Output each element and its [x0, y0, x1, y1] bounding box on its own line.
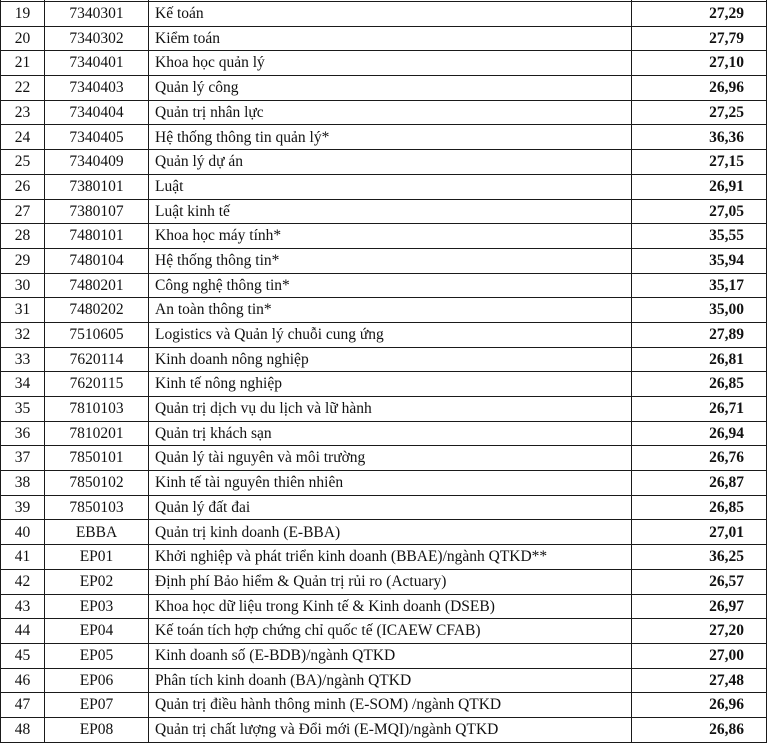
table-row — [1, 2, 767, 27]
major-code-cell: 7340401 — [45, 51, 149, 76]
major-code-cell: 7340409 — [45, 150, 149, 175]
major-code-cell: EP02 — [45, 569, 149, 594]
cutoff-score-cell: 26,86 — [632, 717, 767, 742]
major-code-cell: 7340301 — [45, 2, 149, 27]
row-number-cell: 34 — [1, 372, 45, 397]
major-name-cell: Quản lý đất đai — [149, 495, 632, 520]
major-name-cell: Khoa học dữ liệu trong Kinh tế & Kinh doanh (DSEB) — [149, 594, 632, 619]
row-number-cell: 31 — [1, 298, 45, 323]
major-code-cell: 7340302 — [45, 26, 149, 51]
cutoff-score-cell: 27,01 — [632, 520, 767, 545]
table-row — [1, 125, 767, 150]
major-name-cell: Định phí Bảo hiểm & Quản trị rủi ro (Actuary) — [149, 569, 632, 594]
row-number-cell: 40 — [1, 520, 45, 545]
table-row — [1, 594, 767, 619]
row-number-cell: 45 — [1, 643, 45, 668]
cutoff-score-cell: 27,89 — [632, 322, 767, 347]
cutoff-score-cell: 27,00 — [632, 643, 767, 668]
major-code-cell: EP04 — [45, 619, 149, 644]
table-row — [1, 224, 767, 249]
cutoff-score-cell: 26,85 — [632, 495, 767, 520]
major-code-cell: 7850103 — [45, 495, 149, 520]
row-number-cell: 46 — [1, 668, 45, 693]
major-code-cell: 7340403 — [45, 76, 149, 101]
major-code-cell: 7510605 — [45, 322, 149, 347]
row-number-cell: 39 — [1, 495, 45, 520]
cutoff-score-cell: 35,00 — [632, 298, 767, 323]
major-name-cell: Kinh doanh số (E-BDB)/ngành QTKD — [149, 643, 632, 668]
major-name-cell: Phân tích kinh doanh (BA)/ngành QTKD — [149, 668, 632, 693]
major-code-cell: 7480104 — [45, 248, 149, 273]
row-number-cell: 26 — [1, 174, 45, 199]
table-row — [1, 322, 767, 347]
major-name-cell: Khoa học máy tính* — [149, 224, 632, 249]
row-number-cell: 43 — [1, 594, 45, 619]
cutoff-score-cell: 36,36 — [632, 125, 767, 150]
major-code-cell: 7380107 — [45, 199, 149, 224]
major-name-cell: Hệ thống thông tin quản lý* — [149, 125, 632, 150]
table-row — [1, 26, 767, 51]
major-name-cell: Khởi nghiệp và phát triển kinh doanh (BBAE)/ngành QTKD** — [149, 545, 632, 570]
row-number-cell: 42 — [1, 569, 45, 594]
major-name-cell: Quản trị khách sạn — [149, 421, 632, 446]
cutoff-score-cell: 35,94 — [632, 248, 767, 273]
major-name-cell: Kiểm toán — [149, 26, 632, 51]
cutoff-score-cell: 27,25 — [632, 100, 767, 125]
major-code-cell: 7480101 — [45, 224, 149, 249]
cutoff-score-cell: 26,97 — [632, 594, 767, 619]
row-number-cell: 33 — [1, 347, 45, 372]
major-code-cell: 7810103 — [45, 397, 149, 422]
table-row — [1, 471, 767, 496]
row-number-cell: 32 — [1, 322, 45, 347]
major-name-cell: Luật — [149, 174, 632, 199]
cutoff-score-cell: 26,87 — [632, 471, 767, 496]
table-row — [1, 100, 767, 125]
row-number-cell: 29 — [1, 248, 45, 273]
major-name-cell: Kế toán — [149, 2, 632, 27]
table-row — [1, 174, 767, 199]
row-number-cell: 23 — [1, 100, 45, 125]
major-name-cell: Kinh doanh nông nghiệp — [149, 347, 632, 372]
table-row — [1, 76, 767, 101]
table-row — [1, 668, 767, 693]
major-code-cell: EBBA — [45, 520, 149, 545]
major-code-cell: 7340405 — [45, 125, 149, 150]
table-row — [1, 298, 767, 323]
major-code-cell: EP08 — [45, 717, 149, 742]
major-code-cell: 7620115 — [45, 372, 149, 397]
row-number-cell: 24 — [1, 125, 45, 150]
major-code-cell: EP03 — [45, 594, 149, 619]
row-number-cell: 21 — [1, 51, 45, 76]
table-row — [1, 421, 767, 446]
cutoff-score-cell: 26,76 — [632, 446, 767, 471]
table-row — [1, 199, 767, 224]
major-code-cell: EP01 — [45, 545, 149, 570]
row-number-cell: 22 — [1, 76, 45, 101]
row-number-cell: 28 — [1, 224, 45, 249]
major-name-cell: Quản trị dịch vụ du lịch và lữ hành — [149, 397, 632, 422]
major-code-cell: 7810201 — [45, 421, 149, 446]
cutoff-score-cell: 26,96 — [632, 693, 767, 718]
major-code-cell: 7340404 — [45, 100, 149, 125]
major-code-cell: EP05 — [45, 643, 149, 668]
major-code-cell: EP06 — [45, 668, 149, 693]
major-name-cell: Quản lý dự án — [149, 150, 632, 175]
major-code-cell: 7620114 — [45, 347, 149, 372]
major-code-cell: EP07 — [45, 693, 149, 718]
cutoff-score-cell: 26,96 — [632, 76, 767, 101]
major-name-cell: An toàn thông tin* — [149, 298, 632, 323]
table-row — [1, 545, 767, 570]
table-row — [1, 397, 767, 422]
cutoff-score-cell: 26,85 — [632, 372, 767, 397]
cutoff-score-cell: 26,91 — [632, 174, 767, 199]
table-row — [1, 150, 767, 175]
major-code-cell: 7850102 — [45, 471, 149, 496]
table-row — [1, 51, 767, 76]
row-number-cell: 27 — [1, 199, 45, 224]
major-name-cell: Hệ thống thông tin* — [149, 248, 632, 273]
table-row — [1, 372, 767, 397]
table-row — [1, 248, 767, 273]
major-name-cell: Kế toán tích hợp chứng chỉ quốc tế (ICAEW CFAB) — [149, 619, 632, 644]
major-name-cell: Kinh tế nông nghiệp — [149, 372, 632, 397]
table-row — [1, 643, 767, 668]
cutoff-score-cell: 35,17 — [632, 273, 767, 298]
row-number-cell: 44 — [1, 619, 45, 644]
major-name-cell: Quản trị chất lượng và Đổi mới (E-MQI)/ngành QTKD — [149, 717, 632, 742]
table-row — [1, 569, 767, 594]
row-number-cell: 19 — [1, 2, 45, 27]
major-name-cell: Logistics và Quản lý chuỗi cung ứng — [149, 322, 632, 347]
row-number-cell: 36 — [1, 421, 45, 446]
major-name-cell: Quản lý công — [149, 76, 632, 101]
major-name-cell: Quản trị nhân lực — [149, 100, 632, 125]
cutoff-score-cell: 35,55 — [632, 224, 767, 249]
cutoff-score-cell: 27,79 — [632, 26, 767, 51]
cutoff-score-cell: 36,25 — [632, 545, 767, 570]
row-number-cell: 48 — [1, 717, 45, 742]
major-name-cell: Công nghệ thông tin* — [149, 273, 632, 298]
cutoff-score-cell: 27,20 — [632, 619, 767, 644]
major-code-cell: 7480202 — [45, 298, 149, 323]
cutoff-score-cell: 26,71 — [632, 397, 767, 422]
table-row — [1, 495, 767, 520]
table-body — [1, 0, 767, 742]
row-number-cell: 25 — [1, 150, 45, 175]
major-code-cell: 7480201 — [45, 273, 149, 298]
cutoff-score-cell: 27,10 — [632, 51, 767, 76]
cutoff-score-cell: 26,57 — [632, 569, 767, 594]
row-number-cell: 47 — [1, 693, 45, 718]
table-row — [1, 273, 767, 298]
major-name-cell: Luật kinh tế — [149, 199, 632, 224]
major-name-cell: Kinh tế tài nguyên thiên nhiên — [149, 471, 632, 496]
major-name-cell: Quản trị điều hành thông minh (E-SOM) /ngành QTKD — [149, 693, 632, 718]
table-row — [1, 520, 767, 545]
major-name-cell: Quản trị kinh doanh (E-BBA) — [149, 520, 632, 545]
major-name-cell: Quản lý tài nguyên và môi trường — [149, 446, 632, 471]
major-code-cell: 7850101 — [45, 446, 149, 471]
cutoff-score-cell: 27,29 — [632, 2, 767, 27]
row-number-cell: 30 — [1, 273, 45, 298]
table-row — [1, 347, 767, 372]
cutoff-score-cell: 27,15 — [632, 150, 767, 175]
cutoff-score-cell: 26,81 — [632, 347, 767, 372]
table-row — [1, 619, 767, 644]
major-code-cell: 7380101 — [45, 174, 149, 199]
row-number-cell: 20 — [1, 26, 45, 51]
table-row — [1, 446, 767, 471]
row-number-cell: 38 — [1, 471, 45, 496]
table-row — [1, 693, 767, 718]
row-number-cell: 41 — [1, 545, 45, 570]
table-row — [1, 717, 767, 742]
cutoff-score-cell: 27,48 — [632, 668, 767, 693]
cutoff-score-cell: 27,05 — [632, 199, 767, 224]
row-number-cell: 37 — [1, 446, 45, 471]
row-number-cell: 35 — [1, 397, 45, 422]
major-name-cell: Khoa học quản lý — [149, 51, 632, 76]
cutoff-score-cell: 26,94 — [632, 421, 767, 446]
